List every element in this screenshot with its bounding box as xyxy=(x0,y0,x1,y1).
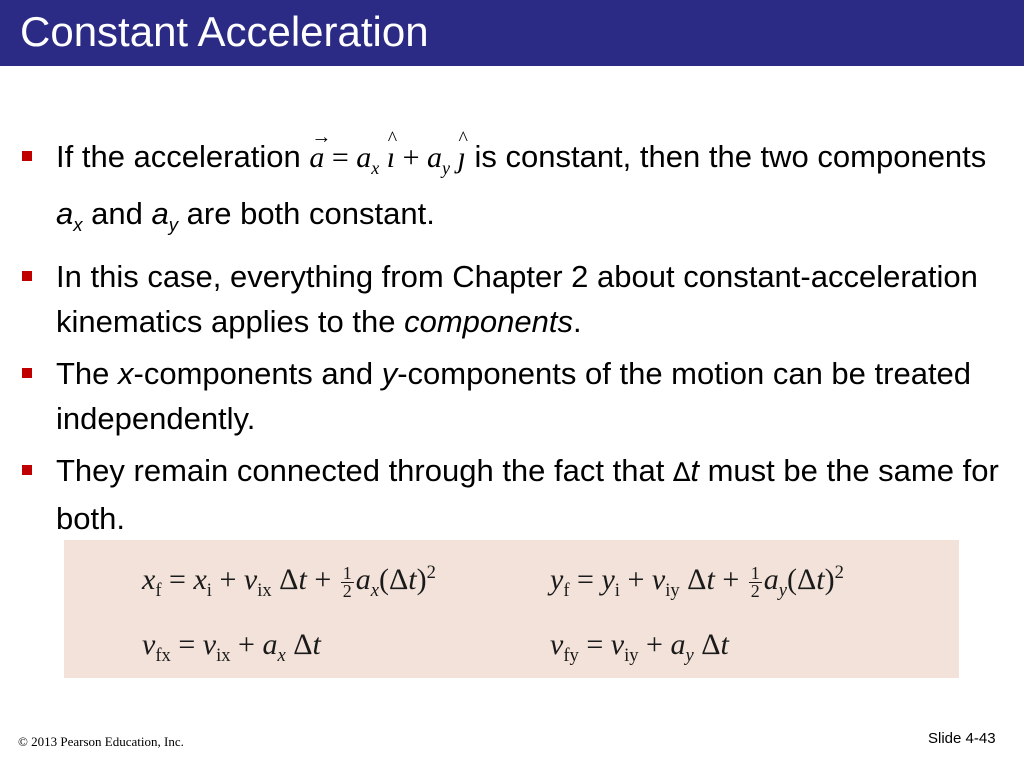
bullet-3-pre: The xyxy=(56,356,119,392)
bullet-4-end: must be the same for both. xyxy=(56,453,999,537)
bullet-marker xyxy=(22,368,32,378)
bullet-1-ay: a xyxy=(151,196,169,231)
bullet-marker xyxy=(22,271,32,281)
bullet-1-end: are both constant. xyxy=(178,196,435,231)
bullet-marker xyxy=(22,465,32,475)
slide-title: Constant Acceleration xyxy=(20,8,429,55)
equation-box xyxy=(64,540,959,678)
bullet-2-emph: components xyxy=(404,304,573,340)
bullet-1-ax-sub: x xyxy=(73,214,83,236)
bullet-2-end: . xyxy=(572,304,582,340)
bullet-1-post: is constant, then the two components xyxy=(474,139,987,174)
bullet-1-pre: If the acceleration xyxy=(56,139,301,174)
title-bar xyxy=(0,0,1024,66)
acceleration-vector-equation: → $a = a_x$ ^ ı + $a_y$ ^ ȷ xyxy=(309,141,466,174)
bullet-marker xyxy=(22,151,32,161)
bullet-2-pre: In this case, everything from Chapter 2 about constant-acceleration kinematics applies to the xyxy=(56,259,978,340)
bullet-2 xyxy=(18,254,1008,344)
bullet-4 xyxy=(18,448,1008,541)
equation-y-velocity: $v_{fy} = v_{iy} + a_y$ Δt xyxy=(550,628,729,666)
bullet-1-ax: a xyxy=(56,196,74,231)
bullet-1-ay-sub: y xyxy=(168,214,179,236)
bullet-3-y: y xyxy=(381,356,398,392)
bullet-3 xyxy=(18,351,1008,441)
bullet-4-delta: ∆ xyxy=(672,458,691,489)
equation-x-velocity: $v_{fx} = v_{ix} + a_x$ Δt xyxy=(142,628,321,666)
slide-number: Slide 4-43 xyxy=(928,730,996,747)
bullet-3-end: -components of the motion can be treated independently. xyxy=(56,356,972,437)
equation-x-position: $x_f = x_i + v_{ix}$ Δt + $\frac{1}{2}$ $a_x(\Delta t)^2$ xyxy=(142,562,436,601)
bullet-4-pre: They remain connected through the fact that xyxy=(56,453,673,489)
copyright-footer: © 2013 Pearson Education, Inc. xyxy=(18,734,184,749)
bullet-3-mid: -components and xyxy=(133,356,382,392)
bullet-3-x: x xyxy=(118,356,134,392)
bullet-list xyxy=(18,134,1008,548)
bullet-1 xyxy=(18,134,1008,247)
bullet-4-t: t xyxy=(690,453,699,489)
equation-y-position: $y_f = y_i + v_{iy}$ Δt + $\frac{1}{2}$ $a_y(\Delta t)^2$ xyxy=(550,562,844,601)
bullet-1-mid: and xyxy=(82,196,152,231)
